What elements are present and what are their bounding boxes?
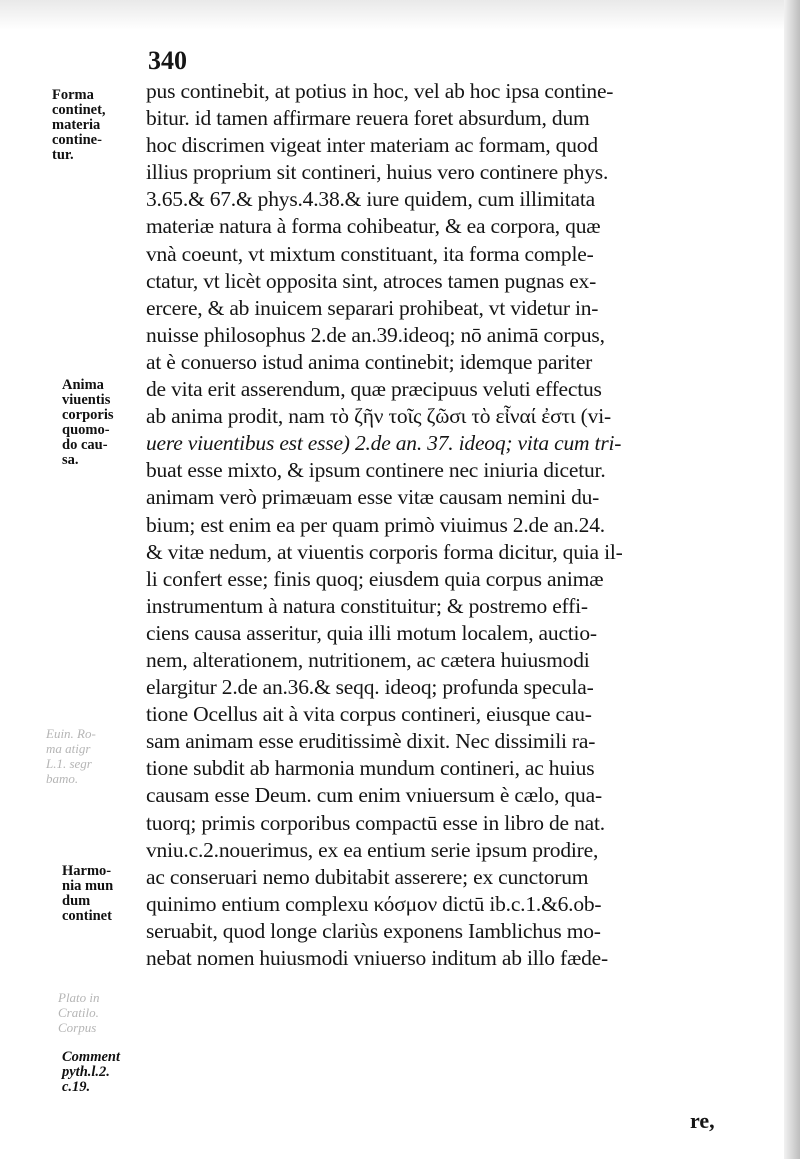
- marginal-note-line: corporis: [62, 407, 114, 423]
- body-line: causam esse Deum. cum enim vniuersum è cælo, qua-: [146, 783, 602, 808]
- body-line: nebat nomen huiusmodi vniuerso inditum ab illo fæde-: [146, 946, 608, 970]
- faint-note-line: ma atigr: [46, 741, 91, 756]
- marginal-note-line: sa.: [62, 452, 79, 468]
- top-bleed-strip: [0, 0, 800, 30]
- marginal-note-line: tur.: [52, 147, 74, 163]
- body-line: at è conuerso istud anima continebit; idemque pariter: [146, 349, 593, 374]
- marginal-note-line: contine-: [52, 132, 102, 148]
- body-text: [146, 78, 776, 972]
- body-line: seruabit, quod longe clariùs exponens Iamblichus mo-: [146, 918, 601, 943]
- marginal-note-line: materia: [52, 117, 101, 133]
- body-line: nuisse philosophus 2.de an.39.ideoq; nō animā corpus,: [146, 322, 605, 347]
- body-line: tione Ocellus ait à vita corpus contineri, eiusque cau-: [146, 702, 592, 727]
- body-line: ab anima prodit, nam τὸ ζῆν τοῖς ζῶσι τὸ εἶναί ἐστι (vi-: [146, 404, 611, 429]
- page-edge-shadow: [784, 0, 800, 1159]
- body-line: pus continebit, at potius in hoc, vel ab hoc ipsa contine-: [146, 79, 614, 103]
- marginal-note-line: nia mun: [62, 878, 114, 894]
- body-line: animam verò primæuam esse vitæ causam nemini du-: [146, 485, 600, 510]
- faint-note-line: L.1. segr: [46, 756, 92, 771]
- faint-note-line: Plato in: [58, 990, 100, 1005]
- body-line: buat esse mixto, & ipsum continere nec iniuria dicetur.: [146, 458, 606, 483]
- body-line: sam animam esse eruditissimè dixit. Nec dissimili ra-: [146, 729, 596, 754]
- faint-note-line: Euin. Ro-: [46, 726, 96, 741]
- marginal-note-anima: [62, 378, 114, 468]
- marginal-note-line: continet,: [52, 102, 106, 118]
- body-line: bium; est enim ea per quam primò viuimus 2.de an.24.: [146, 512, 605, 537]
- faint-note-line: Corpus: [58, 1020, 97, 1035]
- marginal-note-line: Harmo-: [62, 863, 112, 879]
- body-line: quinimo entium complexu κόσμον dictū ib.c.1.&6.ob-: [146, 891, 602, 916]
- body-line: tione subdit ab harmonia mundum contineri, ac huius: [146, 756, 595, 781]
- marginal-note-harmonia: [62, 864, 113, 924]
- marginal-note-line: c.19.: [62, 1079, 91, 1095]
- body-line: hoc discrimen vigeat inter materiam ac formam, quod: [146, 133, 598, 158]
- marginal-note-line: dum: [62, 893, 91, 909]
- body-line: materiæ natura à forma cohibeatur, & ea corpora, quæ: [146, 214, 601, 239]
- body-line: illius proprium sit contineri, huius vero continere phys.: [146, 160, 609, 185]
- catchword: re,: [690, 1108, 715, 1133]
- marginal-note-line: pyth.l.2.: [62, 1064, 110, 1080]
- body-line: bitur. id tamen affirmare reuera foret absurdum, dum: [146, 106, 590, 131]
- body-line: uere viuentibus est esse) 2.de an. 37. ideoq; vita cum tri-: [146, 431, 622, 456]
- bleed-through-note: [58, 990, 100, 1035]
- body-line: ercere, & ab inuicem separari prohibeat, vt videtur in-: [146, 295, 599, 320]
- body-line: de vita erit asserendum, quæ præcipuus veluti effectus: [146, 377, 602, 402]
- body-line: ac conseruari nemo dubitabit asserere; ex cunctorum: [146, 864, 589, 889]
- faint-note-line: Cratilo.: [58, 1005, 99, 1020]
- body-line: 3.65.& 67.& phys.4.38.& iure quidem, cum illimitata: [146, 187, 596, 212]
- marginal-note-line: Comment: [62, 1049, 121, 1065]
- marginal-note-line: Forma: [52, 87, 94, 103]
- marginal-note-line: continet: [62, 908, 112, 924]
- faint-note-line: bamo.: [46, 771, 79, 786]
- bleed-through-note: [46, 726, 96, 786]
- body-line: nem, alterationem, nutritionem, ac cætera huiusmodi: [146, 647, 590, 672]
- marginal-note-line: viuentis: [62, 392, 111, 408]
- body-line: instrumentum à natura constituitur; & postremo effi-: [146, 593, 588, 618]
- marginal-note-line: Anima: [62, 377, 104, 393]
- body-line: ciens causa asseritur, quia illi motum localem, auctio-: [146, 620, 597, 645]
- body-line: li confert esse; finis quoq; eiusdem quia corpus animæ: [146, 566, 604, 591]
- marginal-note-commentary: [62, 1050, 120, 1095]
- body-line: ctatur, vt licèt opposita sint, atroces tamen pugnas ex-: [146, 268, 597, 293]
- body-line: tuorq; primis corporibus compactū esse in libro de nat.: [146, 810, 605, 835]
- body-line: elargitur 2.de an.36.& seqq. ideoq; profunda specula-: [146, 675, 594, 700]
- body-line: vniu.c.2.nouerimus, ex ea entium serie ipsum prodire,: [146, 837, 599, 862]
- marginal-note-line: quomo-: [62, 422, 110, 438]
- body-line: & vitæ nedum, at viuentis corporis forma dicitur, quia il-: [146, 539, 623, 564]
- body-line: vnà coeunt, vt mixtum constituant, ita forma comple-: [146, 241, 594, 266]
- marginal-note-forma: [52, 88, 106, 163]
- marginal-note-line: do cau-: [62, 437, 108, 453]
- page-number: 340: [148, 46, 187, 75]
